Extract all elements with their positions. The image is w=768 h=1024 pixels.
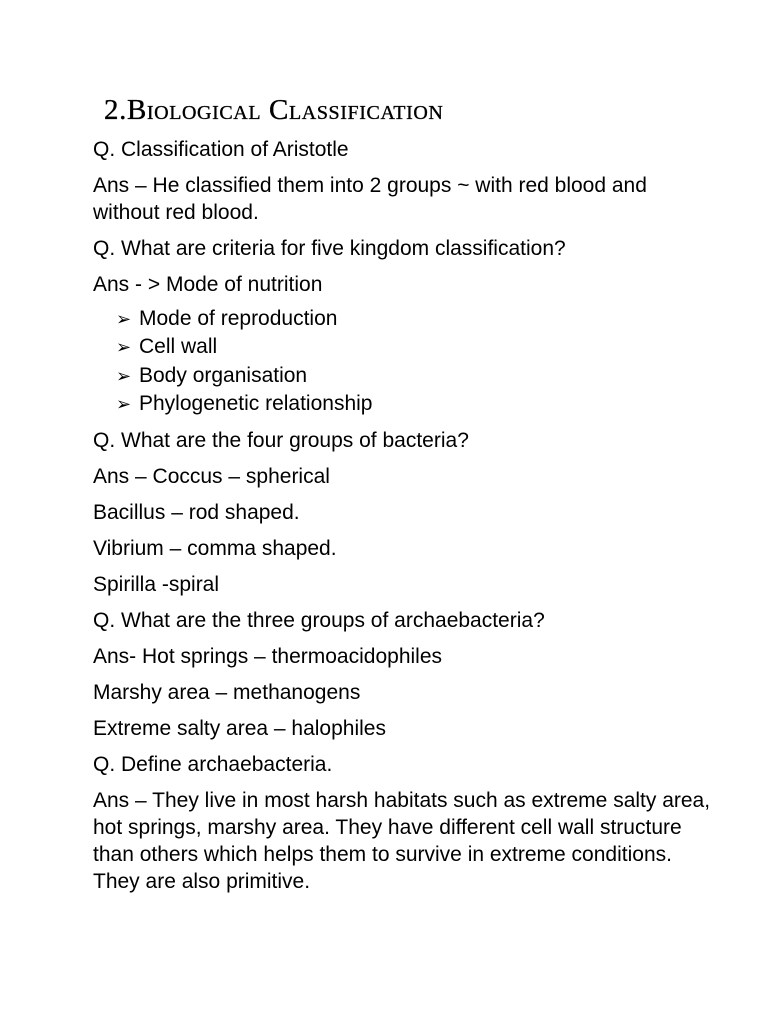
arrowhead-bullet-icon: ➢ <box>116 393 132 415</box>
answer-3-line: Spirilla -spiral <box>93 573 220 597</box>
list-item-label: Phylogenetic relationship <box>139 391 373 415</box>
question-5: Q. Define archaebacteria. <box>93 753 333 777</box>
list-item <box>116 305 713 333</box>
answer-3-line: Bacillus – rod shaped. <box>93 501 300 525</box>
question-2: Q. What are criteria for five kingdom classification? <box>93 237 566 260</box>
answer-4-line: Ans- Hot springs – thermoacidophiles <box>93 645 443 669</box>
list-item <box>116 390 713 418</box>
list-item <box>116 333 713 361</box>
answer-4-line: Extreme salty area – halophiles <box>93 717 386 741</box>
answer-3-line: Vibrium – comma shaped. <box>93 537 337 561</box>
list-item-label: Body organisation <box>139 363 308 387</box>
question-1: Q. Classification of Aristotle <box>93 138 349 161</box>
answer-5: Ans – They live in most harsh habitats such as extreme salty area, hot springs, marshy area. They have different cell wall structure than others which helps them to survive in extreme conditions. They are also primitive. <box>93 789 711 894</box>
answer-1: Ans – He classified them into 2 groups ~ with red blood and without red blood. <box>93 174 647 224</box>
answer-4-line: Marshy area – methanogens <box>93 681 361 705</box>
arrowhead-bullet-icon: ➢ <box>116 337 132 359</box>
criteria-list <box>93 305 713 418</box>
question-3: Q. What are the four groups of bacteria? <box>93 429 469 453</box>
list-item <box>116 362 713 390</box>
arrowhead-bullet-icon: ➢ <box>116 365 132 387</box>
list-item-label: Mode of reproduction <box>139 307 338 330</box>
answer-3-line: Ans – Coccus – spherical <box>93 465 330 489</box>
question-4: Q. What are the three groups of archaebacteria? <box>93 609 545 633</box>
page-title: 2.Biological Classification <box>104 94 444 126</box>
arrowhead-bullet-icon: ➢ <box>116 309 132 330</box>
list-item-label: Cell wall <box>139 335 218 359</box>
document-page <box>93 92 713 904</box>
answer-2: Ans - > Mode of nutrition <box>93 273 323 296</box>
